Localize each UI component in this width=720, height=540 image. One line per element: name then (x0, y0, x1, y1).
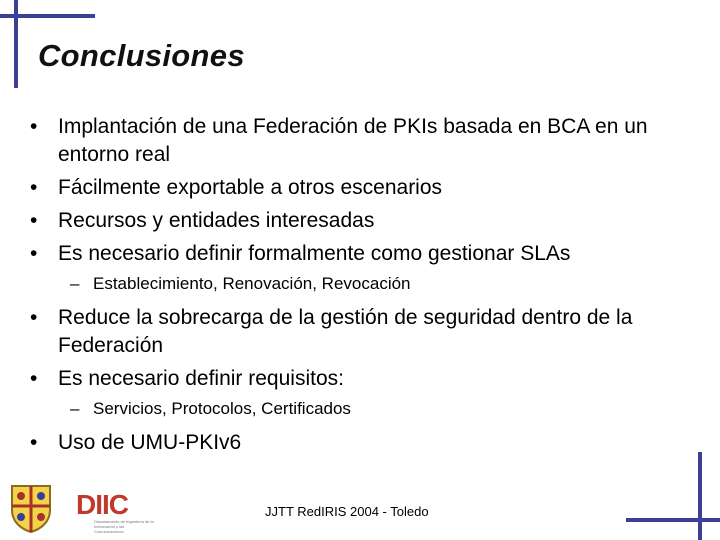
dash-icon: – (70, 399, 80, 418)
bullet-item (30, 113, 690, 169)
top-left-vertical-line (14, 0, 18, 88)
bullet-text: Es necesario definir formalmente como gestionar SLAs (58, 242, 571, 265)
bottom-right-vertical-line (698, 452, 702, 540)
sub-bullet-item (30, 398, 690, 420)
bullet-icon: • (30, 176, 38, 199)
footer-text: JJTT RedIRIS 2004 - Toledo (265, 504, 429, 519)
bullet-list (30, 113, 690, 462)
slide-title: Conclusiones (38, 38, 245, 73)
bullet-icon: • (30, 115, 38, 138)
bullet-item (30, 365, 690, 393)
bottom-right-horizontal-line (626, 518, 720, 522)
bullet-item (30, 174, 690, 202)
bullet-item (30, 429, 690, 457)
bullet-text: Es necesario definir requisitos: (58, 367, 344, 390)
bullet-icon: • (30, 242, 38, 265)
bullet-item (30, 304, 690, 360)
sub-bullet-text: Establecimiento, Renovación, Revocación (93, 274, 411, 293)
sub-bullet-text: Servicios, Protocolos, Certificados (93, 399, 351, 418)
university-shield-logo (8, 482, 54, 534)
dash-icon: – (70, 274, 80, 293)
bullet-text: Fácilmente exportable a otros escenarios (58, 176, 443, 199)
bullet-item (30, 240, 690, 268)
department-logo (70, 489, 154, 535)
bullet-icon: • (30, 431, 38, 454)
bullet-text: Recursos y entidades interesadas (58, 209, 375, 232)
bullet-text: Implantación de una Federación de PKIs basada en BCA en un entorno real (58, 115, 648, 166)
department-logo-letters: DIIC (76, 489, 128, 520)
bullet-icon: • (30, 306, 38, 329)
bullet-icon: • (30, 367, 38, 390)
bullet-icon: • (30, 209, 38, 232)
bullet-text: Uso de UMU-PKIv6 (58, 431, 242, 454)
bullet-item (30, 207, 690, 235)
sub-bullet-item (30, 273, 690, 295)
department-logo-caption: Departamento de Ingeniería de la Información y las Comunicaciones (94, 519, 154, 534)
bullet-text: Reduce la sobrecarga de la gestión de seguridad dentro de la Federación (58, 306, 633, 357)
